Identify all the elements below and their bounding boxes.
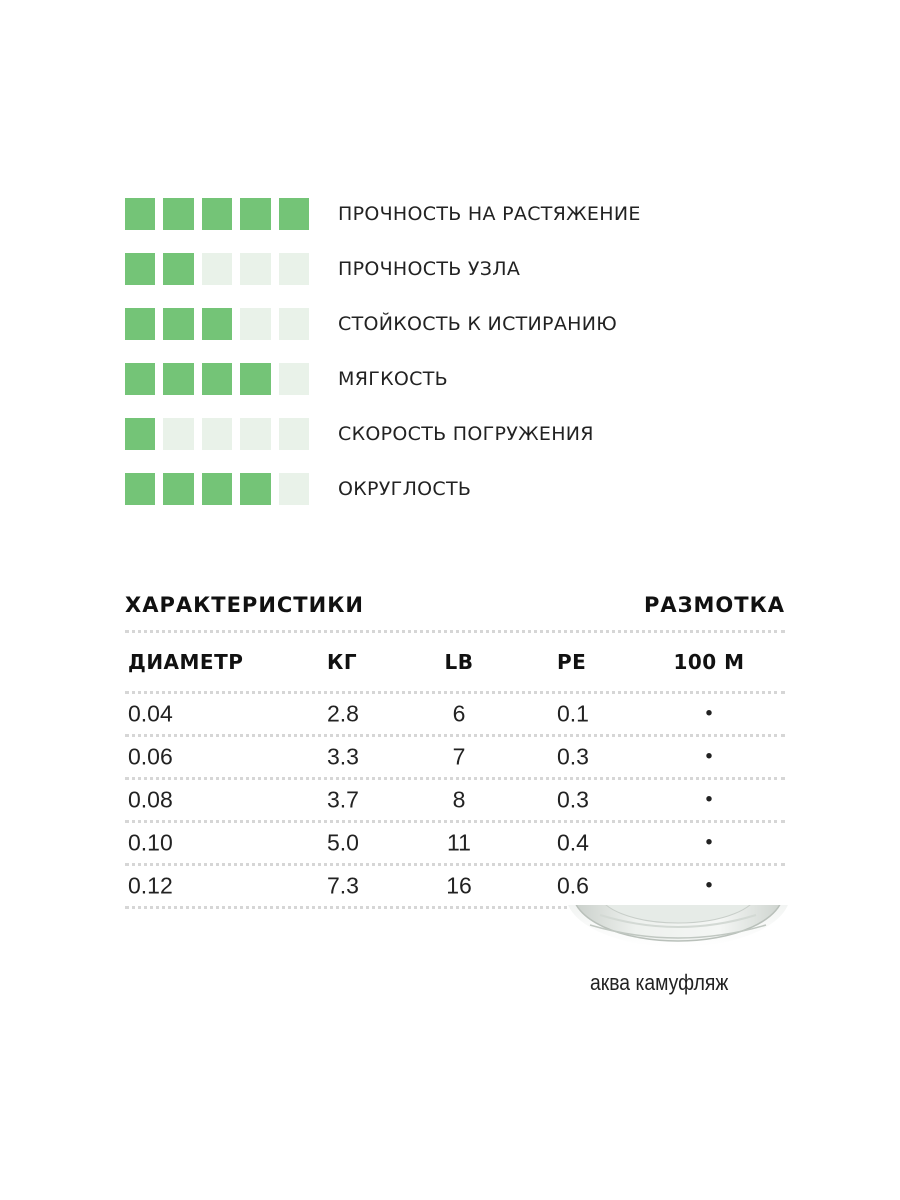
rating-square-filled bbox=[125, 473, 155, 505]
rating-square-empty bbox=[279, 473, 309, 505]
cell-pe: 0.6 bbox=[557, 872, 589, 899]
cell-kg: 5.0 bbox=[327, 829, 359, 856]
rating-square-filled bbox=[279, 198, 309, 230]
table-row bbox=[125, 780, 785, 820]
cell-pe: 0.1 bbox=[557, 700, 589, 727]
rating-square-filled bbox=[125, 308, 155, 340]
cell-diameter: 0.06 bbox=[128, 743, 173, 770]
cell-kg: 3.3 bbox=[327, 743, 359, 770]
column-header-length-text: 100 М bbox=[673, 650, 745, 674]
rating-row-roundness bbox=[125, 473, 825, 505]
rating-label: СКОРОСТЬ ПОГРУЖЕНИЯ bbox=[338, 423, 594, 445]
rating-square-empty bbox=[240, 418, 270, 450]
cell-length-mark: • bbox=[705, 788, 713, 811]
rating-label: СТОЙКОСТЬ К ИСТИРАНИЮ bbox=[338, 313, 618, 335]
spec-table bbox=[125, 588, 785, 909]
cell-length-mark: • bbox=[705, 874, 713, 897]
rating-square-filled bbox=[202, 363, 232, 395]
cell-lb-text: 7 bbox=[452, 743, 466, 770]
rating-square-empty bbox=[279, 308, 309, 340]
column-header-lb-text: LB bbox=[444, 650, 474, 674]
rating-square-filled bbox=[125, 418, 155, 450]
cell-diameter: 0.08 bbox=[128, 786, 173, 813]
rating-square-filled bbox=[240, 363, 270, 395]
rating-square-empty bbox=[279, 418, 309, 450]
rating-square-filled bbox=[125, 363, 155, 395]
table-row bbox=[125, 823, 785, 863]
ratings-list bbox=[125, 198, 825, 528]
product-color-caption: аква камуфляж bbox=[590, 970, 729, 995]
spool-image bbox=[560, 905, 790, 950]
spec-title: ХАРАКТЕРИСТИКИ bbox=[125, 593, 364, 617]
rating-square-empty bbox=[202, 418, 232, 450]
rating-square-empty bbox=[279, 253, 309, 285]
table-row bbox=[125, 694, 785, 734]
cell-diameter: 0.10 bbox=[128, 829, 173, 856]
cell-length-mark: • bbox=[705, 702, 713, 725]
cell-diameter: 0.04 bbox=[128, 700, 173, 727]
cell-kg: 7.3 bbox=[327, 872, 359, 899]
rating-label: ОКРУГЛОСТЬ bbox=[338, 478, 472, 500]
rating-square-filled bbox=[202, 308, 232, 340]
column-header-kg: КГ bbox=[327, 650, 358, 674]
rating-row-softness bbox=[125, 363, 825, 395]
cell-pe: 0.4 bbox=[557, 829, 589, 856]
table-row bbox=[125, 866, 785, 906]
rating-square-empty bbox=[163, 418, 193, 450]
column-header-pe: PE bbox=[557, 650, 587, 674]
cell-diameter: 0.12 bbox=[128, 872, 173, 899]
rating-squares bbox=[125, 363, 317, 395]
rating-squares bbox=[125, 473, 317, 505]
cell-length-mark: • bbox=[705, 745, 713, 768]
rating-square-filled bbox=[125, 198, 155, 230]
rating-square-empty bbox=[240, 253, 270, 285]
cell-lb-text: 11 bbox=[447, 829, 471, 856]
rating-square-filled bbox=[240, 473, 270, 505]
rating-square-filled bbox=[163, 473, 193, 505]
rating-square-filled bbox=[163, 308, 193, 340]
cell-lb-text: 8 bbox=[452, 786, 466, 813]
rating-row-abrasion-resistance bbox=[125, 308, 825, 340]
rating-squares bbox=[125, 198, 317, 230]
rating-square-filled bbox=[202, 473, 232, 505]
cell-pe: 0.3 bbox=[557, 743, 589, 770]
rating-square-empty bbox=[240, 308, 270, 340]
rating-square-filled bbox=[163, 253, 193, 285]
cell-kg: 2.8 bbox=[327, 700, 359, 727]
spec-right-title: РАЗМОТКА bbox=[643, 593, 785, 617]
table-column-headers bbox=[125, 633, 785, 691]
cell-lb-text: 6 bbox=[452, 700, 466, 727]
rating-square-filled bbox=[163, 363, 193, 395]
table-row bbox=[125, 737, 785, 777]
rating-square-filled bbox=[163, 198, 193, 230]
rating-squares bbox=[125, 308, 317, 340]
rating-label: ПРОЧНОСТЬ УЗЛА bbox=[338, 258, 521, 280]
cell-lb-text: 16 bbox=[446, 872, 472, 899]
rating-square-filled bbox=[240, 198, 270, 230]
rating-square-empty bbox=[202, 253, 232, 285]
cell-kg: 3.7 bbox=[327, 786, 359, 813]
rating-squares bbox=[125, 253, 317, 285]
rating-square-filled bbox=[125, 253, 155, 285]
rating-label: МЯГКОСТЬ bbox=[338, 368, 448, 390]
cell-pe: 0.3 bbox=[557, 786, 589, 813]
rating-row-tensile-strength bbox=[125, 198, 825, 230]
rating-row-knot-strength bbox=[125, 253, 825, 285]
rating-square-filled bbox=[202, 198, 232, 230]
column-header-diameter: ДИАМЕТР bbox=[128, 650, 244, 674]
rating-label: ПРОЧНОСТЬ НА РАСТЯЖЕНИЕ bbox=[338, 203, 641, 225]
rating-row-sink-rate bbox=[125, 418, 825, 450]
cell-length-mark: • bbox=[705, 831, 713, 854]
spec-header bbox=[125, 588, 785, 622]
rating-square-empty bbox=[279, 363, 309, 395]
rating-squares bbox=[125, 418, 317, 450]
